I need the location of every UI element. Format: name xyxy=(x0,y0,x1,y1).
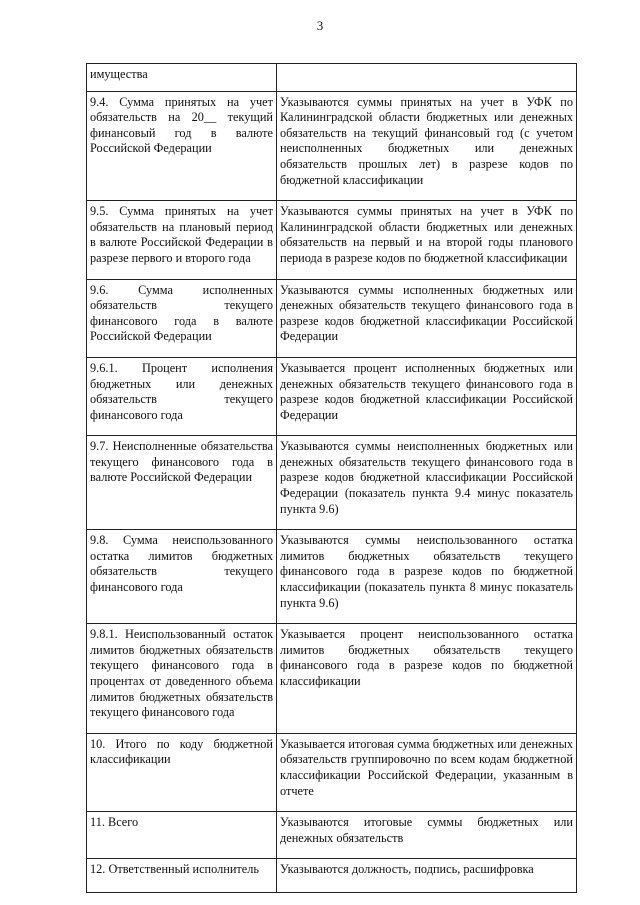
table-cell-name: 9.5. Сумма принятых на учет обязательств на плановый период в валюте Российской Федерации в разрезе первого и второго года xyxy=(87,201,277,279)
table-cell-name: 12. Ответственный исполнитель xyxy=(87,859,277,893)
table-cell-name: 11. Всего xyxy=(87,812,277,859)
table-cell-description: Указывается процент неиспользованного остатка лимитов бюджетных обязательств текущего финансового года в разрезе кодов по бюджетной классификации xyxy=(277,624,577,734)
table-row xyxy=(87,859,577,893)
table-row xyxy=(87,91,577,201)
table-cell-name: 9.7. Неисполненные обязательства текущего финансового года в валюте Российской Федерации xyxy=(87,436,277,530)
table-row xyxy=(87,436,577,530)
table-cell-description xyxy=(277,64,577,92)
table-row xyxy=(87,201,577,279)
table-cell-name: 9.8.1. Неиспользованный остаток лимитов бюджетных обязательств текущего финансового года в процентах от доведенного объема лимитов бюджетных обязательств текущего финансового года xyxy=(87,624,277,734)
table-cell-name: 9.4. Сумма принятых на учет обязательств на 20__ текущий финансовый год в валюте Российской Федерации xyxy=(87,91,277,201)
table-cell-name: 9.6.1. Процент исполнения бюджетных или денежных обязательств текущего финансового года xyxy=(87,357,277,435)
table-row xyxy=(87,64,577,92)
table-cell-name: 9.6. Сумма исполненных обязательств текущего финансового года в валюте Российской Федерации xyxy=(87,279,277,357)
table-cell-description: Указываются суммы неисполненных бюджетных или денежных обязательств текущего финансового года в разрезе кодов бюджетной классификации Российской Федерации (показатель пункта 9.4 минус показатель пункта 9.6) xyxy=(277,436,577,530)
table-cell-name: 10. Итого по коду бюджетной классификации xyxy=(87,733,277,811)
table-row xyxy=(87,624,577,734)
table-cell-description: Указывается итоговая сумма бюджетных или денежных обязательств группировочно по всем кодам бюджетной классификации Российской Федерации, указанным в отчете xyxy=(277,733,577,811)
table-row xyxy=(87,357,577,435)
table-cell-description: Указывается процент исполненных бюджетных или денежных обязательств текущего финансового года в разрезе кодов бюджетной классификации Российской Федерации xyxy=(277,357,577,435)
table-cell-description: Указываются суммы неиспользованного остатка лимитов бюджетных обязательств текущего финансового года в разрезе кодов по бюджетной классификации (показатель пункта 8 минус показатель пункта 9.6) xyxy=(277,530,577,624)
page-number: 3 xyxy=(316,18,324,33)
table-cell-description: Указываются суммы принятых на учет в УФК по Калининградской области бюджетных или денежных обязательств на текущий финансовый год (с учетом неисполненных бюджетных или денежных обязательств прошлых лет) в разрезе кодов по бюджетной классификации xyxy=(277,91,577,201)
table-cell-name: 9.8. Сумма неиспользованного остатка лимитов бюджетных обязательств текущего финансового года xyxy=(87,530,277,624)
table-cell-description: Указываются суммы принятых на учет в УФК по Калининградской области бюджетных или денежных обязательств на первый и на второй годы планового периода в разрезе кодов по бюджетной классификации xyxy=(277,201,577,279)
table-row xyxy=(87,812,577,859)
table-cell-name: имущества xyxy=(87,64,277,92)
table-cell-description: Указываются должность, подпись, расшифровка xyxy=(277,859,577,893)
table-row xyxy=(87,279,577,357)
table-row xyxy=(87,733,577,811)
document-table xyxy=(86,63,577,893)
table-cell-description: Указываются итоговые суммы бюджетных или денежных обязательств xyxy=(277,812,577,859)
table-cell-description: Указываются суммы исполненных бюджетных или денежных обязательств текущего финансового года в разрезе кодов бюджетной классификации Российской Федерации xyxy=(277,279,577,357)
table-row xyxy=(87,530,577,624)
